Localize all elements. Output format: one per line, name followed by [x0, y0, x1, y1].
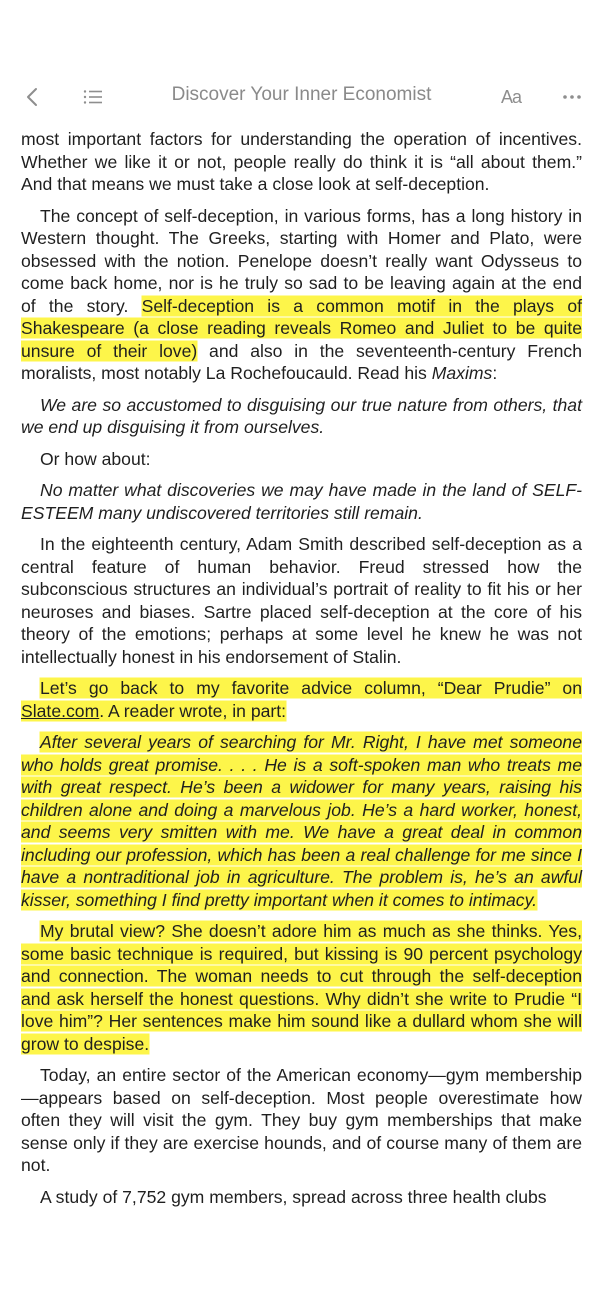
quote-3	[21, 731, 582, 911]
paragraph-2-text-c: :	[492, 363, 498, 383]
highlight-prudie[interactable]	[21, 678, 582, 721]
list-icon	[83, 89, 103, 105]
slate-link[interactable]: Slate.com	[21, 700, 100, 721]
paragraph-2-text-b: and also in the seventeenth-century French moralists, most notably La Rochefoucauld. Read his	[21, 340, 582, 383]
paragraph-1: most important factors for understanding the operation of incentives. Whether we like it or not, people really do think it is “all about them.” And that means we must take a close look at self-deception.	[21, 129, 582, 194]
paragraph-5-text-b: . A reader wrote, in part:	[99, 700, 287, 721]
paragraph-6	[21, 920, 582, 1055]
book-page-content	[21, 128, 582, 1217]
paragraph-5-text-a: Let’s go back to my favorite advice column, “Dear Prudie” on	[40, 678, 582, 698]
book-title: Discover Your Inner Economist	[171, 84, 432, 105]
paragraph-8: A study of 7,752 gym members, spread across three health clubs	[40, 1186, 547, 1207]
chevron-left-icon	[25, 86, 39, 108]
paragraph-2-text-a: The concept of self-deception, in various forms, has a long history in Western thought. The Greeks, starting with Homer and Plato, were obsessed with the notion. Penelope doesn’t really want Odysseus to come back home, nor is he truly so sad to be leaving again at the end of the story.	[21, 205, 582, 316]
paragraph-4: In the eighteenth century, Adam Smith described self-deception as a central feature of human behavior. Freud stressed how the subconscious structures an individual’s portrait of reality to fit his or her neuroses and biases. Sartre placed self-deception at the core of his theory of the emotions; perhaps at some level he knew he was not intellectually honest in his endorsement of Stalin.	[21, 534, 582, 667]
font-settings-button[interactable]	[496, 82, 526, 112]
more-options-button[interactable]	[558, 82, 586, 112]
highlight-brutal-view[interactable]: My brutal view? She doesn’t adore him as much as she thinks. Yes, some basic technique is required, but kissing is 90 percent psychology and connection. The woman needs to cut through the self-deception and ask herself the honest questions. Why didn’t she write to Prudie “I love him”? Her sentences make him sound like a dullard whom she will grow to despise.	[21, 921, 582, 1054]
paragraph-2	[21, 205, 582, 385]
paragraph-5	[21, 677, 582, 722]
quote-1: We are so accustomed to disguising our true nature from others, that we end up disguising it from ourselves.	[21, 394, 582, 437]
paragraph-3: Or how about:	[40, 448, 151, 469]
reader-toolbar	[0, 0, 603, 128]
more-horizontal-icon	[562, 94, 582, 100]
highlight-shakespeare[interactable]: Self-deception is a common motif in the plays of Shakespeare (a close reading reveals Romeo and Juliet to be quite unsure of their love)	[21, 295, 582, 361]
text-size-icon: Aa	[500, 86, 522, 107]
table-of-contents-button[interactable]	[80, 82, 106, 112]
paragraph-7: Today, an entire sector of the American economy—gym membership—appears based on self-deception. Most people overestimate how often they will visit the gym. They buy gym memberships that make sense only if they are exercise hounds, and of course many of them are not.	[21, 1065, 582, 1175]
quote-2: No matter what discoveries we may have made in the land of SELF-ESTEEM many undiscovered territories still remain.	[21, 480, 582, 523]
maxims-title: Maxims	[431, 363, 493, 383]
back-button[interactable]	[18, 82, 46, 112]
highlight-reader-letter[interactable]: After several years of searching for Mr. Right, I have met someone who holds great promise. . . . He is a soft-spoken man who treats me with great respect. He’s been a widower for many years, raising his children alone and doing a marvelous job. He’s a hard worker, honest, and seems very smitten with me. We have a great deal in common including our profession, which has been a real challenge for me since I have a nontraditional job in agriculture. The problem is, he’s an awful kisser, something I find pretty important when it comes to intimacy.	[21, 732, 582, 910]
